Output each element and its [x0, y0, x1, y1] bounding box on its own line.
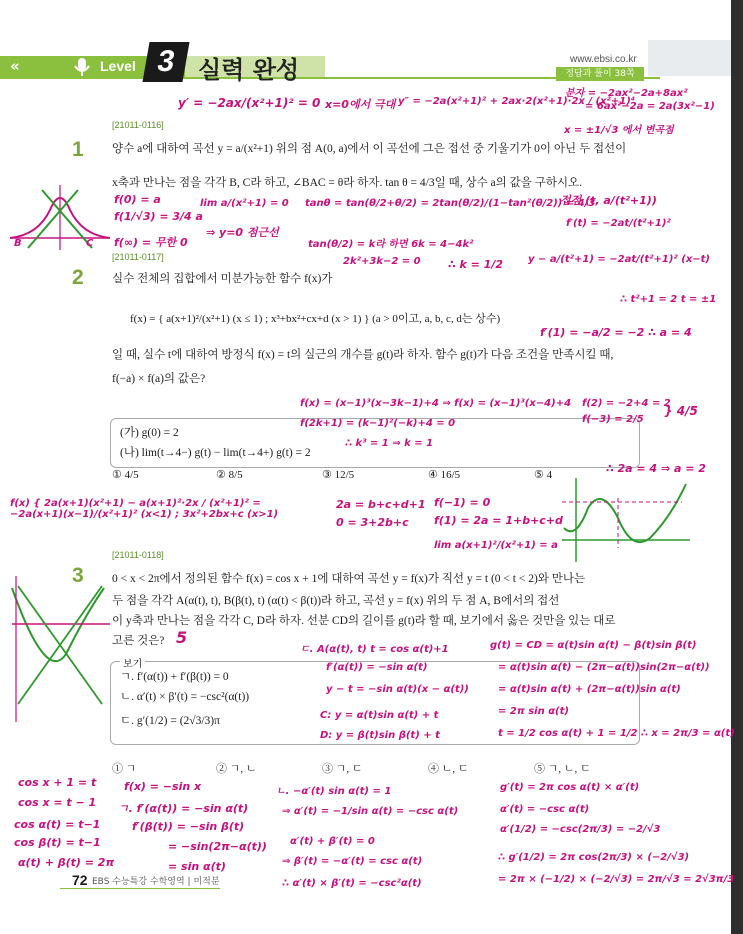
question-code: [21011-0116]: [112, 120, 164, 130]
book-title: EBS 수능특강 수학영역 | 미적분: [92, 877, 220, 887]
handwritten-note: lim a/(x²+1) = 0: [200, 198, 289, 209]
point-label: B: [14, 238, 22, 249]
handwritten-note: α′(t) = −csc α(t): [500, 804, 590, 815]
handwritten-note: cos α(t) = t−1: [14, 818, 101, 831]
cosine-curve-sketch: [6, 574, 110, 724]
handwritten-note: ∴ 2a = 4 ⇒ a = 2: [606, 462, 706, 475]
level-number: 3: [142, 42, 189, 82]
handwritten-note: 분자 = −2ax²−2a+8ax²: [565, 88, 688, 99]
handwritten-note: f(2) = −2+4 = 2: [582, 398, 671, 409]
chevron-left-icon: «: [10, 57, 20, 75]
handwritten-note: = 6ax²−2a = 2a(3x²−1): [585, 101, 715, 112]
handwritten-note: cos x = t − 1: [18, 796, 97, 809]
microphone-icon: [72, 56, 92, 78]
condition-item: (가) g(0) = 2: [120, 427, 179, 439]
handwritten-note: ∴ α′(t) × β′(t) = −csc²α(t): [282, 878, 422, 889]
handwritten-note: ∴ k³ = 1 ⇒ k = 1: [345, 438, 434, 449]
handwritten-note: cos β(t) = t−1: [14, 836, 101, 849]
handwritten-note: = α(t)sin α(t) + (2π−α(t))sin α(t): [498, 684, 681, 695]
question-text: 일 때, 실수 t에 대하여 방정식 f(x) = t의 실근의 개수를 g(t)라 하자. 함수 g(t)가 다음 조건을 만족시킬 때,: [112, 349, 614, 361]
header-corner: [648, 40, 743, 76]
handwritten-note: t = 1/2 cos α(t) + 1 = 1/2 ∴ x = 2π/3 = α(t): [498, 728, 735, 739]
handwritten-note: f(x) { 2a(x+1)(x²+1) − a(x+1)²·2x / (x²+1)² = −2a(x+1)(x−1)/(x²+1)² (x<1) ; 3x²+2bx+c (x>1): [10, 498, 279, 520]
handwritten-note: x = ±1/√3 에서 변곡점: [564, 125, 674, 136]
handwritten-note: = −sin(2π−α(t)): [168, 840, 267, 853]
handwritten-note: = sin α(t): [168, 860, 226, 873]
section-title: 실력 완성: [198, 56, 300, 84]
page-number: 72: [72, 872, 88, 888]
handwritten-note: ⇒ α′(t) = −1/sin α(t) = −csc α(t): [282, 806, 459, 817]
function-graph-sketch: [562, 478, 692, 562]
handwritten-note: D: y = β(t)sin β(t) + t: [320, 730, 440, 741]
handwritten-note: y″ = −2a(x²+1)² + 2ax·2(x²+1)·2x / (x²+1)⁴: [398, 96, 636, 107]
question-text: 고른 것은?: [112, 635, 165, 647]
question-code: [21011-0117]: [112, 252, 164, 262]
answer-choice[interactable]: ④ ㄴ, ㄷ: [428, 763, 469, 775]
handwritten-note: cos x + 1 = t: [18, 776, 97, 789]
question-text: 양수 a에 대하여 곡선 y = a/(x²+1) 위의 점 A(0, a)에서 이 곡선에 그은 접선 중 기울기가 0이 아닌 두 접선이: [112, 143, 627, 155]
handwritten-note: f(∞) = 무한 0: [114, 236, 188, 249]
handwritten-note: ∴ g′(1/2) = 2π cos(2π/3) × (−2/√3): [498, 852, 690, 863]
page-edge: [731, 0, 743, 934]
handwritten-note: g′(t) = 2π cos α(t) × α′(t): [500, 782, 640, 793]
handwritten-note: f(−3) = 2/5: [582, 414, 644, 425]
question-code: [21011-0118]: [112, 550, 164, 560]
bogi-item: ㄴ. α′(t) × β′(t) = −csc²(α(t)): [120, 691, 250, 703]
handwritten-note: = 2π × (−1/2) × (−2/√3) = 2π/√3 = 2√3π/3: [498, 874, 735, 885]
handwritten-note: g(t) = CD = α(t)sin α(t) − β(t)sin β(t): [490, 640, 697, 651]
handwritten-note: f′(α(t)) = −sin α(t): [326, 662, 428, 673]
handwritten-answer: 5: [176, 628, 188, 647]
handwritten-note: f(−1) = 0: [434, 496, 491, 509]
condition-item: (나) lim(t→4−) g(t) − lim(t→4+) g(t) = 2: [120, 447, 311, 459]
handwritten-note: = 2π sin α(t): [498, 706, 569, 717]
handwritten-note: y′ = −2ax/(x²+1)² = 0: [178, 96, 321, 110]
handwritten-note: tan(θ/2) = k라 하면 6k = 4−4k²: [308, 239, 474, 250]
handwritten-note: ∴ t²+1 = 2 t = ±1: [620, 294, 717, 305]
handwritten-note: 2k²+3k−2 = 0: [343, 256, 421, 267]
handwritten-note: ㄴ. −α′(t) sin α(t) = 1: [276, 786, 392, 797]
question-number: 1: [72, 138, 84, 161]
handwritten-note: f(2k+1) = (k−1)²(−k)+4 = 0: [300, 418, 456, 429]
handwritten-note: f(1) = 2a = 1+b+c+d: [434, 514, 563, 527]
handwritten-note: tanθ = tan(θ/2+θ/2) = 2tan(θ/2)/(1−tan²(θ/2)) = 4/3: [305, 198, 596, 209]
question-text: 두 점을 각각 A(α(t), t), B(β(t), t) (α(t) < β(t))라 하고, 곡선 y = f(x) 위의 두 점 A, B에서의 접선: [112, 595, 560, 607]
answer-choice[interactable]: ⑤ 4: [534, 469, 553, 481]
handwritten-note: ㄷ. A(α(t), t) t = cos α(t)+1: [300, 644, 449, 655]
handwritten-note: f(x) = (x−1)³(x−3k−1)+4 ⇒ f(x) = (x−1)³(x−4)+4: [300, 398, 572, 409]
handwritten-note: f(1/√3) = 3/4 a: [114, 210, 203, 223]
question-text: 0 < x < 2π에서 정의된 함수 f(x) = cos x + 1에 대하여 곡선 y = f(x)가 직선 y = t (0 < t < 2)와 만나는: [112, 573, 586, 585]
bogi-item: ㄱ. f′(α(t)) + f′(β(t)) = 0: [120, 671, 229, 683]
answer-choice[interactable]: ② 8/5: [216, 469, 243, 481]
level-label: Level: [100, 58, 136, 74]
handwritten-note: = α(t)sin α(t) − (2π−α(t))sin(2π−α(t)): [498, 662, 710, 673]
handwritten-note: 0 = 3+2b+c: [336, 516, 409, 529]
handwritten-note: ⇒ y=0 점근선: [206, 226, 279, 239]
handwritten-note: C: y = α(t)sin α(t) + t: [320, 710, 439, 721]
question-text: 실수 전체의 집합에서 미분가능한 함수 f(x)가: [112, 273, 333, 285]
answer-choice[interactable]: ① 4/5: [112, 469, 139, 481]
question-number: 3: [72, 564, 84, 587]
answer-choice[interactable]: ② ㄱ, ㄴ: [216, 763, 257, 775]
answer-reference: 정답과 풀이 38쪽: [556, 67, 644, 81]
site-url[interactable]: www.ebsi.co.kr: [570, 54, 637, 65]
bogi-label: 보기: [120, 655, 145, 670]
question-formula: f(x) = { a(x+1)²/(x²+1) (x ≤ 1) ; x³+bx²+cx+d (x > 1) } (a > 0이고, a, b, c, d는 상수): [130, 313, 501, 325]
handwritten-note: 접점 (t, a/(t²+1)): [560, 194, 657, 207]
handwritten-note: α′(1/2) = −csc(2π/3) = −2/√3: [500, 824, 661, 835]
handwritten-note: ∴ k = 1/2: [448, 258, 503, 271]
handwritten-note: α′(t) + β′(t) = 0: [290, 836, 375, 847]
handwritten-note: y − a/(t²+1) = −2at/(t²+1)² (x−t): [528, 254, 711, 265]
question-number: 2: [72, 266, 84, 289]
answer-choice[interactable]: ③ 12/5: [322, 469, 355, 481]
handwritten-note: lim a(x+1)²/(x²+1) = a: [434, 540, 558, 551]
handwritten-note: ⇒ β′(t) = −α′(t) = csc α(t): [282, 856, 423, 867]
handwritten-note: f′(1) = −a/2 = −2 ∴ a = 4: [540, 326, 692, 339]
answer-choice[interactable]: ⑤ ㄱ, ㄴ, ㄷ: [534, 763, 591, 775]
handwritten-note: x=0에서 극대: [325, 98, 396, 111]
answer-choice[interactable]: ① ㄱ: [112, 763, 137, 775]
bogi-item: ㄷ. g′(1/2) = (2√3/3)π: [120, 715, 220, 727]
bell-curve-sketch: [8, 180, 113, 252]
handwritten-note: α(t) + β(t) = 2π: [18, 856, 115, 869]
answer-choice[interactable]: ④ 16/5: [428, 469, 461, 481]
handwritten-note: y − t = −sin α(t)(x − α(t)): [326, 684, 469, 695]
answer-choice[interactable]: ③ ㄱ, ㄷ: [322, 763, 363, 775]
handwritten-note: } 4/5: [664, 404, 698, 418]
handwritten-note: f(x) = −sin x: [124, 780, 202, 793]
point-label: C: [86, 238, 94, 249]
question-text: x축과 만나는 점을 각각 B, C라 하고, ∠BAC = θ라 하자. tan θ = 4/3일 때, 상수 a의 값을 구하시오.: [112, 177, 583, 189]
handwritten-note: f(0) = a: [114, 193, 161, 206]
question-text: f(−a) × f(a)의 값은?: [112, 373, 206, 385]
handwritten-note: 2a = b+c+d+1: [336, 498, 426, 511]
question-text: 이 y축과 만나는 점을 각각 C, D라 하자. 선분 CD의 길이를 g(t)라 할 때, 보기에서 옳은 것만을 있는 대로: [112, 615, 616, 627]
handwritten-note: f′(β(t)) = −sin β(t): [132, 820, 245, 833]
footer-rule: [60, 888, 220, 889]
handwritten-note: f′(t) = −2at/(t²+1)²: [566, 218, 671, 229]
handwritten-note: ㄱ. f′(α(t)) = −sin α(t): [118, 802, 249, 815]
